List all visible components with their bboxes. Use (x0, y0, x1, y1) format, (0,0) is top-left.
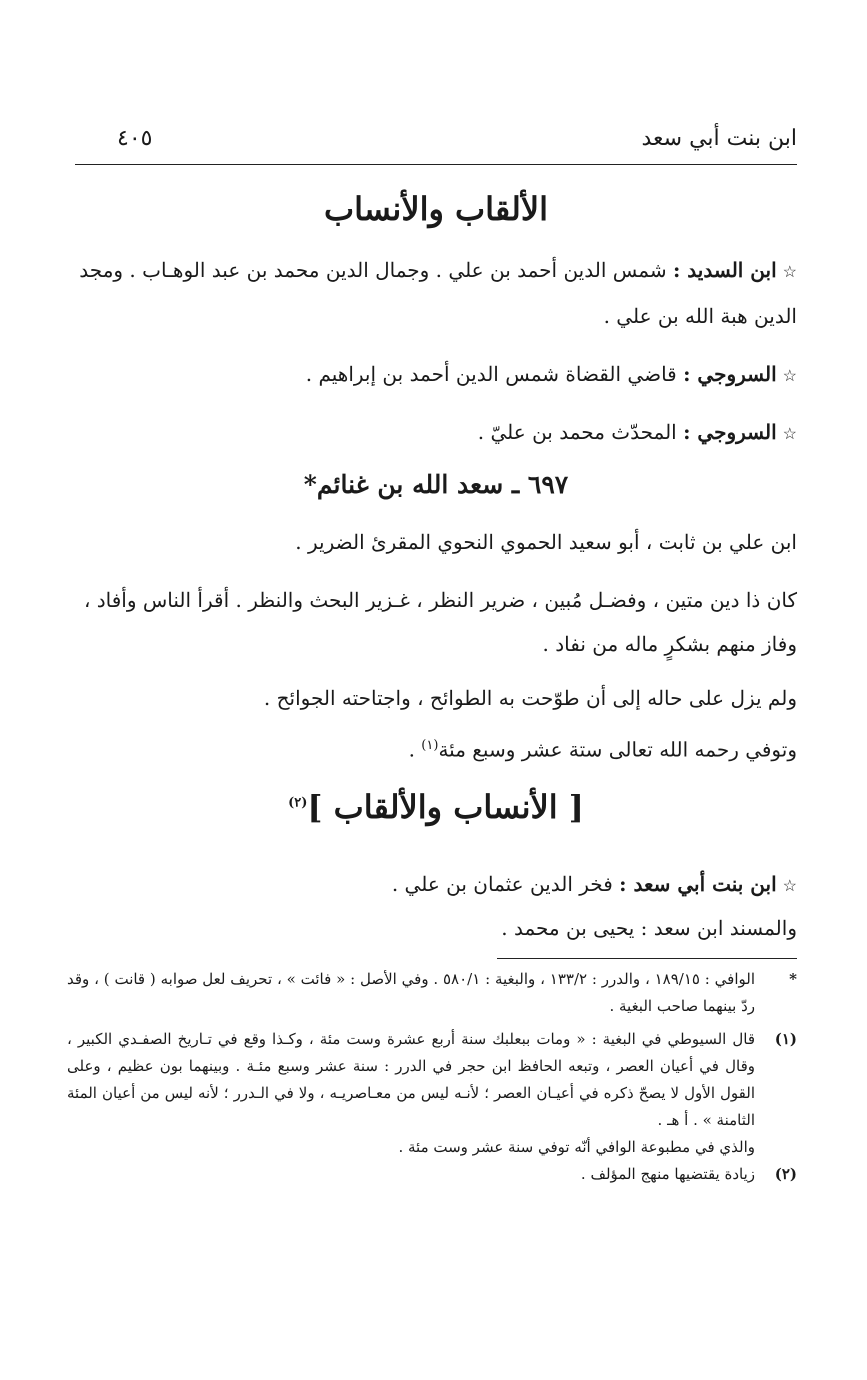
footnote-text: زيادة يقتضيها منهج المؤلف . (580, 1165, 755, 1183)
footnote-marker: (٢) (774, 1165, 797, 1183)
biography-title (75, 470, 797, 499)
death-text-end: . (408, 737, 422, 762)
entry-al-musnid-ibn-saad: والمسند ابن سعد : يحيى بن محمد . (501, 916, 797, 940)
death-text: وتوفي رحمه الله تعالى ستة عشر وسبع مئة (438, 737, 797, 762)
star-icon: ☆ (782, 262, 797, 281)
biography-paragraph-4 (67, 724, 797, 772)
biography-title-text: ٦٩٧ ـ سعد الله بن غنائم (316, 470, 569, 499)
star-icon: ☆ (782, 366, 797, 385)
section-title-ansab (75, 788, 797, 826)
footnote-text: قال السيوطي في البغية : « ومات ببعلبك سنة أربع عشرة وست مئة ، وكـذا وقع في تـاريخ الصفـدي الكبير ، وقال في أعيان العصر ، وتبعه الحافظ ابن حجر في الدرر : سنة عشر وسبع مئـة . وبينهما بون عظيم ، وعلى القول الأول لا يصحّ ذكره في أعيـان العصر ؛ لأنـه ليس من معـاصريـه ، ولا في الـدرر ؛ لأنه ليس من أعيان المئة الثامنة » . أ هـ . (67, 1030, 755, 1129)
entry-ibn-al-sadid (67, 248, 797, 338)
footnote-1-continuation: والذي في مطبوعة الوافي أنّه توفي سنة عشر وست مئة . (398, 1138, 755, 1156)
biography-title-mark: * (303, 470, 317, 499)
footnote-2 (67, 1161, 797, 1188)
footnote-marker: * (789, 970, 797, 988)
entry-text: قاضي القضاة شمس الدين أحمد بن إبراهيم . (305, 362, 684, 386)
entry-label: السروجي : (683, 420, 777, 444)
entry-text: المحدّث محمد بن عليّ . (477, 420, 684, 444)
entry-label: ابن السديد : (672, 258, 777, 282)
running-header (75, 126, 797, 162)
entry-label: ابن بنت أبي سعد : (619, 872, 777, 896)
biography-paragraph-3: ولم يزل على حاله إلى أن طوّحت به الطوائح ، واجتاحته الجوائح . (263, 686, 797, 710)
biography-paragraph-1: ابن علي بن ثابت ، أبو سعيد الحموي النحوي المقرئ الضرير . (295, 530, 797, 554)
star-icon: ☆ (782, 876, 797, 895)
biography-paragraph-2: كان ذا دين متين ، وفضـل مُبين ، ضرير النظر ، غـزير البحث والنظر . أقرأ الناس وأفاد ، وفاز منهم بشكرٍ ماله من نفاد . (83, 588, 797, 656)
page-number: ٤٠٥ (117, 126, 153, 151)
footnote-1 (67, 1026, 797, 1134)
entry-al-saruji-2 (67, 410, 797, 456)
footnote-marker: (١) (774, 1030, 797, 1048)
footnote-rule (497, 958, 797, 959)
footnote-ref-1: (١) (421, 738, 439, 753)
section-title-alqab: الألقاب والأنساب (323, 190, 548, 228)
footnote-text: الوافي : ١٨٩/١٥ ، والدرر : ١٣٣/٢ ، والبغية : ٥٨٠/١ . وفي الأصل : « فائت » ، تحريف لعل صوابه ( قانت ) ، وقد ردّ بينهما صاحب البغية . (67, 970, 755, 1015)
footnotes (67, 966, 797, 1188)
entry-ibn-bint-abi-saad (67, 862, 797, 908)
section-title-ansab-text: [ الأنساب والألقاب ] (307, 788, 584, 826)
entry-text: شمس الدين أحمد بن علي . وجمال الدين محمد بن عبد الوهـاب . ومجد الدين هبة الله بن علي . (79, 258, 797, 328)
header-rule (75, 164, 797, 165)
entry-text: فخر الدين عثمان بن علي . (391, 872, 620, 896)
footnote-star (67, 966, 797, 1020)
footnote-ref-2: (٢) (288, 795, 308, 811)
entry-al-saruji-1 (67, 352, 797, 398)
entry-label: السروجي : (683, 362, 777, 386)
star-icon: ☆ (782, 424, 797, 443)
running-title: ابن بنت أبي سعد (641, 126, 797, 151)
